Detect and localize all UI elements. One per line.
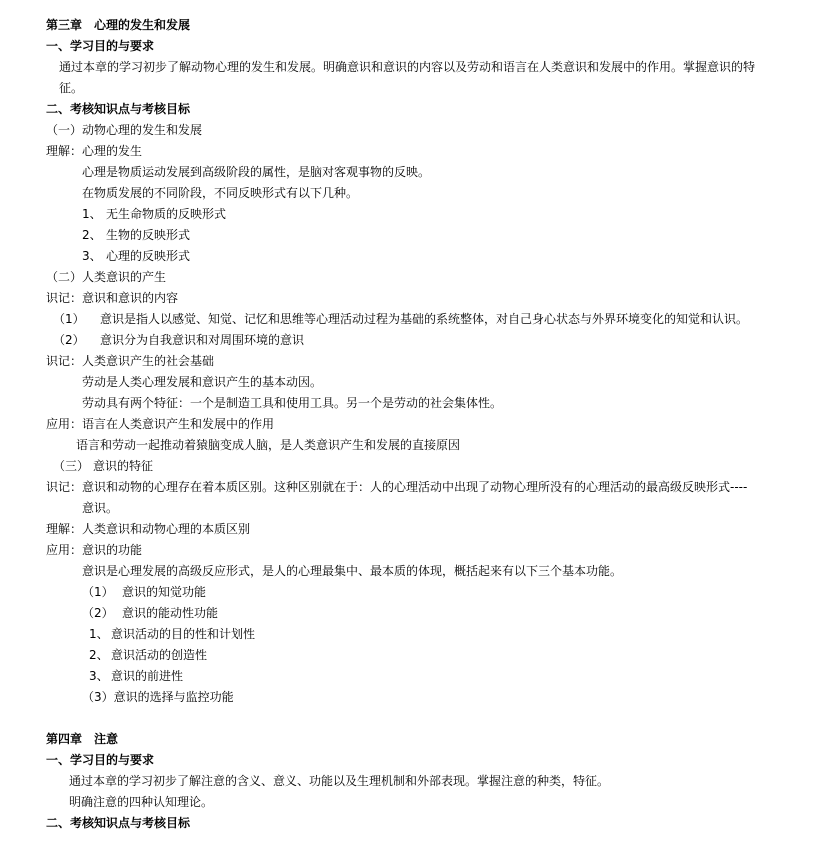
requirement-label: 识记： bbox=[46, 354, 83, 368]
list-item bbox=[53, 311, 748, 327]
list-item-text: 意识的前进性 bbox=[111, 669, 184, 683]
list-item bbox=[89, 668, 183, 684]
requirement-text: 意识的功能 bbox=[82, 543, 143, 557]
requirement-text: 意识和动物的心理存在着本质区别。这种区别就在于：人的心理活动中出现了动物心理所没有的心理活动的最高级反映形式---- bbox=[82, 480, 748, 494]
ch3-section-1-text-cont: 征。 bbox=[59, 81, 84, 95]
list-item-number: 2、 bbox=[82, 228, 102, 242]
ch4-section-1-text-cont: 明确注意的四种认知理论。 bbox=[69, 795, 214, 809]
list-item-text: 意识活动的创造性 bbox=[111, 648, 208, 662]
list-item bbox=[82, 227, 190, 243]
list-item-number: 3、 bbox=[89, 669, 109, 683]
ch3-part-3-requirement-2 bbox=[46, 521, 250, 537]
list-item-text: 意识分为自我意识和对周围环境的意识 bbox=[100, 333, 305, 347]
list-item: （3）意识的选择与监控功能 bbox=[82, 690, 234, 704]
ch3-section-1-text: 通过本章的学习初步了解动物心理的发生和发展。明确意识和意识的内容以及劳动和语言在人类意识和发展中的作用。掌握意识的特 bbox=[59, 60, 756, 74]
ch3-part-3-heading bbox=[53, 458, 153, 474]
list-item-text: 意识活动的目的性和计划性 bbox=[111, 627, 256, 641]
list-item bbox=[89, 626, 255, 642]
ch3-part-3-requirement-1 bbox=[46, 479, 747, 495]
ch3-part-2-requirement-2 bbox=[46, 353, 214, 369]
requirement-text: 意识和意识的内容 bbox=[82, 291, 179, 305]
ch4-section-1-heading: 一、学习目的与要求 bbox=[46, 753, 155, 767]
ch3-part-3-requirement-1-cont: 意识。 bbox=[82, 501, 119, 515]
requirement-label: 理解： bbox=[46, 522, 83, 536]
requirement-text: 人类意识产生的社会基础 bbox=[82, 354, 215, 368]
ch3-part-1-requirement bbox=[46, 143, 142, 159]
ch3-part-2-requirement-3 bbox=[46, 416, 274, 432]
requirement-label: 应用： bbox=[46, 543, 83, 557]
ch3-part-1-line-2: 在物质发展的不同阶段，不同反映形式有以下几种。 bbox=[82, 186, 359, 200]
requirement-text: 心理的发生 bbox=[82, 144, 143, 158]
requirement-label: 识记： bbox=[46, 291, 83, 305]
heading-text: 意识的特征 bbox=[93, 459, 154, 473]
list-item-number: 3、 bbox=[82, 249, 102, 263]
ch3-part-3-line-1: 意识是心理发展的高级反应形式，是人的心理最集中、最本质的体现，概括起来有以下三个基本功能。 bbox=[82, 564, 623, 578]
chapter-4-title: 第四章 注意 bbox=[46, 732, 119, 746]
ch3-part-2-line-1: 劳动是人类心理发展和意识产生的基本动因。 bbox=[82, 375, 323, 389]
ch3-part-2-line-2: 劳动具有两个特征：一个是制造工具和使用工具。另一个是劳动的社会集体性。 bbox=[82, 396, 503, 410]
ch3-part-2-heading: （二）人类意识的产生 bbox=[46, 270, 167, 284]
ch3-part-1-line-1: 心理是物质运动发展到高级阶段的属性，是脑对客观事物的反映。 bbox=[82, 165, 431, 179]
list-item-text: 无生命物质的反映形式 bbox=[106, 207, 227, 221]
ch3-part-1-heading: （一）动物心理的发生和发展 bbox=[46, 123, 203, 137]
list-item-number: 1、 bbox=[89, 627, 109, 641]
list-item bbox=[82, 248, 190, 264]
list-item bbox=[53, 332, 304, 348]
list-item bbox=[82, 584, 206, 600]
list-item-text: 心理的反映形式 bbox=[106, 249, 191, 263]
list-item bbox=[82, 605, 218, 621]
chapter-3-title: 第三章 心理的发生和发展 bbox=[46, 18, 191, 32]
list-item-number: （1） bbox=[82, 585, 114, 599]
heading-number: （三） bbox=[53, 459, 90, 473]
list-item bbox=[82, 206, 226, 222]
list-item-number: （2） bbox=[82, 606, 114, 620]
ch3-part-2-line-3: 语言和劳动一起推动着猿脑变成人脑，是人类意识产生和发展的直接原因 bbox=[76, 438, 461, 452]
ch3-section-1-heading: 一、学习目的与要求 bbox=[46, 39, 155, 53]
list-item-text: 意识的能动性功能 bbox=[122, 606, 219, 620]
list-item-number: 2、 bbox=[89, 648, 109, 662]
ch3-part-3-requirement-3 bbox=[46, 542, 142, 558]
list-item-number: （1） bbox=[53, 312, 85, 326]
requirement-text: 人类意识和动物心理的本质区别 bbox=[82, 522, 251, 536]
list-item-number: （2） bbox=[53, 333, 85, 347]
requirement-text: 语言在人类意识产生和发展中的作用 bbox=[82, 417, 275, 431]
list-item-text: 意识是指人以感觉、知觉、记忆和思维等心理活动过程为基础的系统整体，对自己身心状态与外界环境变化的知觉和认识。 bbox=[100, 312, 749, 326]
requirement-label: 理解： bbox=[46, 144, 83, 158]
requirement-label: 应用： bbox=[46, 417, 83, 431]
ch4-section-2-heading: 二、考核知识点与考核目标 bbox=[46, 816, 191, 830]
list-item bbox=[89, 647, 207, 663]
list-item-text: 意识的知觉功能 bbox=[122, 585, 207, 599]
list-item-number: 1、 bbox=[82, 207, 102, 221]
requirement-label: 识记： bbox=[46, 480, 83, 494]
ch3-part-2-requirement-1 bbox=[46, 290, 178, 306]
list-item-text: 生物的反映形式 bbox=[106, 228, 191, 242]
ch3-section-2-heading: 二、考核知识点与考核目标 bbox=[46, 102, 191, 116]
ch4-section-1-text: 通过本章的学习初步了解注意的含义、意义、功能以及生理机制和外部表现。掌握注意的种类，特征。 bbox=[69, 774, 610, 788]
